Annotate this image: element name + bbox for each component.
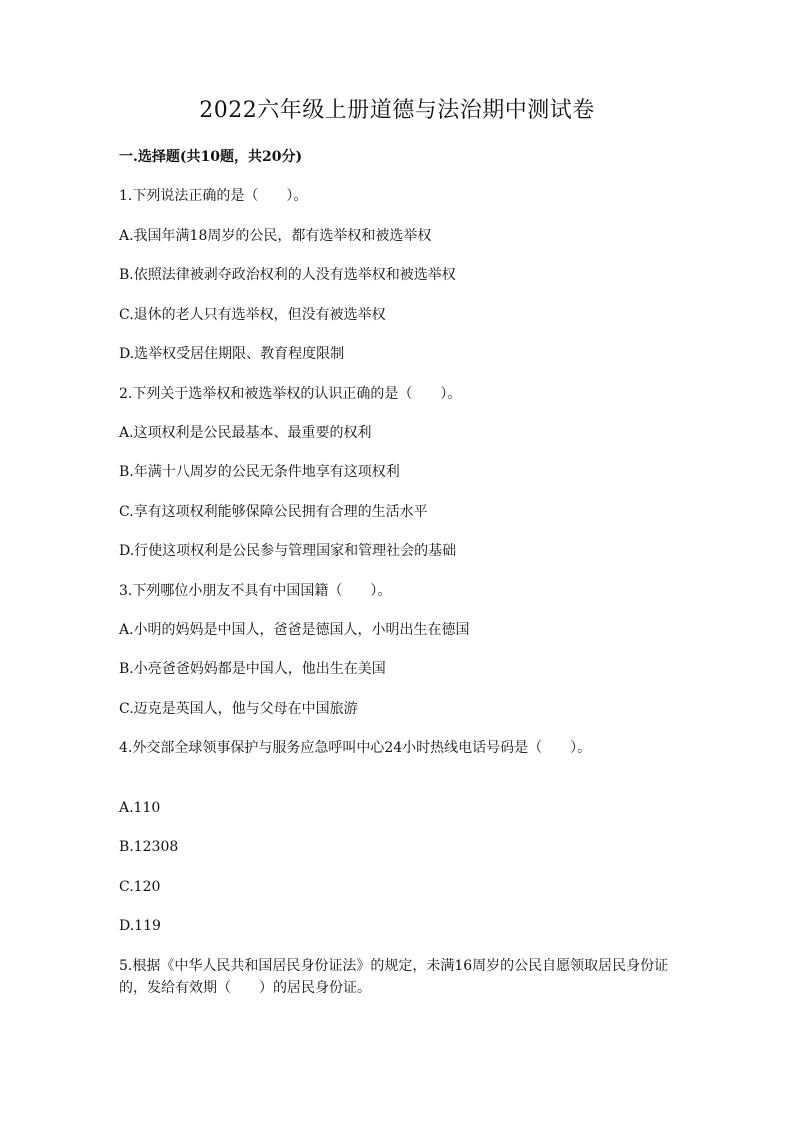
question-option: B.依照法律被剥夺政治权利的人没有选举权和被选举权 [119,267,456,283]
question-stem: 1.下列说法正确的是（ ）。 [119,188,308,204]
question-option: A.小明的妈妈是中国人，爸爸是德国人，小明出生在德国 [119,622,470,638]
question-stem: 3.下列哪位小朋友不具有中国国籍（ ）。 [119,583,392,599]
question-stem: 2.下列关于选举权和被选举权的认识正确的是（ ）。 [119,386,462,402]
question-option: B.12308 [119,839,179,855]
question-option: A.110 [119,800,161,816]
section-heading: 一.选择题(共10题，共20分) [119,149,303,165]
question-option: C.退休的老人只有选举权，但没有被选举权 [119,307,386,323]
question-option: C.享有这项权利能够保障公民拥有合理的生活水平 [119,504,428,520]
question-option: D.119 [119,918,161,934]
question-option: D.选举权受居住期限、教育程度限制 [119,346,345,362]
question-option: C.120 [119,879,161,895]
question-option: B.小亮爸爸妈妈都是中国人，他出生在美国 [119,661,386,677]
question-option: A.我国年满18周岁的公民，都有选举权和被选举权 [119,228,432,244]
question-stem: 5.根据《中华人民共和国居民身份证法》的规定，未满16周岁的公民自愿领取居民身份证的，发给有效期（ ）的居民身份证。 [119,958,669,996]
question-option: C.迈克是英国人，他与父母在中国旅游 [119,701,358,717]
question-option: B.年满十八周岁的公民无条件地享有这项权利 [119,464,400,480]
question-option: D.行使这项权利是公民参与管理国家和管理社会的基础 [119,543,457,559]
page-title: 2022六年级上册道德与法治期中测试卷 [199,98,595,123]
question-option: A.这项权利是公民最基本、最重要的权利 [119,425,372,441]
question-stem: 4.外交部全球领事保护与服务应急呼叫中心24小时热线电话号码是（ ）。 [119,740,592,756]
